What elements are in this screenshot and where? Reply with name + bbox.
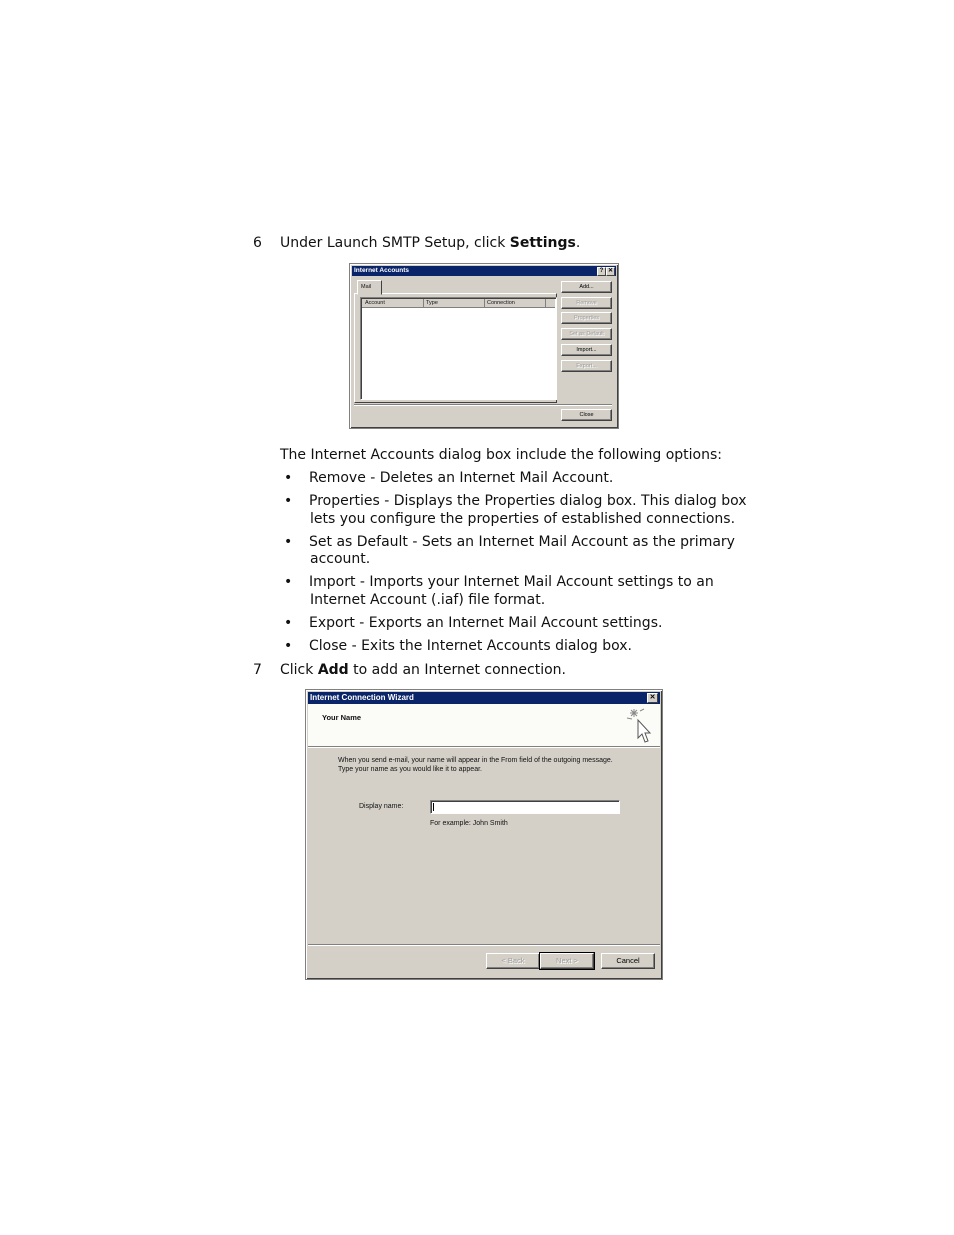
add-button[interactable]: Add...	[561, 281, 612, 293]
step-7-prefix: Click	[280, 662, 318, 678]
column-divider	[545, 299, 546, 307]
footer-separator	[308, 944, 660, 946]
step-7-add: Add	[317, 662, 349, 678]
accounts-title: Internet Accounts	[354, 267, 410, 274]
display-name-label: Display name:	[359, 803, 404, 810]
wizard-header-title: Your Name	[322, 713, 362, 722]
text-caret	[433, 803, 434, 811]
bottom-separator	[354, 404, 612, 406]
display-name-input[interactable]	[430, 800, 620, 814]
bullet-icon: •	[284, 638, 293, 654]
column-divider	[484, 299, 485, 307]
display-name-example: For example: John Smith	[430, 820, 508, 827]
tab-mail-label: Mail	[361, 284, 372, 290]
step-7-number: 7	[253, 662, 262, 678]
bullet-remove: Remove - Deletes an Internet Mail Account.	[309, 470, 614, 486]
bullet-set-default-cont: account.	[310, 551, 371, 567]
bullet-import: Import - Imports your Internet Mail Account settings to an	[309, 574, 714, 590]
step-6-text	[280, 234, 580, 252]
accounts-list[interactable]	[360, 297, 557, 400]
column-header-type[interactable]: Type	[426, 300, 438, 306]
list-header	[362, 299, 555, 308]
step-7-suffix: to add an Internet connection.	[348, 662, 566, 678]
bullet-properties: Properties - Displays the Properties dialog box. This dialog box	[309, 493, 747, 509]
import-button[interactable]: Import...	[561, 344, 612, 356]
help-icon[interactable]: ?	[597, 267, 606, 276]
next-button[interactable]: Next >	[540, 953, 594, 969]
internet-connection-wizard	[305, 689, 663, 980]
export-button[interactable]: Export...	[561, 360, 612, 372]
properties-button[interactable]: Properties	[561, 312, 612, 324]
back-button[interactable]: < Back	[486, 953, 540, 969]
step-7-text	[280, 661, 566, 679]
bullet-set-default: Set as Default - Sets an Internet Mail Account as the primary	[309, 534, 735, 550]
column-divider	[423, 299, 424, 307]
close-button[interactable]: Close	[561, 409, 612, 421]
set-as-default-button[interactable]: Set as Default	[561, 328, 612, 340]
column-header-connection[interactable]: Connection	[487, 300, 515, 306]
wizard-cursor-sparkle-icon	[626, 708, 654, 744]
wizard-titlebar	[308, 692, 660, 704]
accounts-titlebar	[352, 266, 616, 276]
bullet-icon: •	[284, 470, 293, 486]
tab-mail[interactable]	[357, 280, 382, 295]
step-6-settings: Settings	[509, 235, 576, 251]
remove-button[interactable]: Remove	[561, 297, 612, 309]
internet-accounts-dialog	[349, 263, 619, 429]
wizard-description-line2: Type your name as you would like it to appear.	[338, 766, 482, 773]
bullet-icon: •	[284, 493, 293, 509]
options-intro: The Internet Accounts dialog box include the following options:	[280, 447, 722, 463]
bullet-properties-cont: lets you configure the properties of established connections.	[310, 511, 736, 527]
cancel-button[interactable]: Cancel	[601, 953, 655, 969]
close-icon[interactable]: ✕	[647, 693, 658, 703]
step-6-number: 6	[253, 235, 262, 251]
wizard-description-line1: When you send e-mail, your name will appear in the From field of the outgoing message.	[338, 757, 613, 764]
header-separator	[308, 747, 660, 748]
bullet-close: Close - Exits the Internet Accounts dialog box.	[309, 638, 632, 654]
wizard-header	[308, 704, 660, 747]
bullet-icon: •	[284, 574, 293, 590]
bullet-icon: •	[284, 615, 293, 631]
bullet-icon: •	[284, 534, 293, 550]
step-6-suffix: .	[575, 235, 581, 251]
bullet-import-cont: Internet Account (.iaf) file format.	[310, 592, 546, 608]
step-6-prefix: Under Launch SMTP Setup, click	[280, 235, 510, 251]
wizard-title: Internet Connection Wizard	[310, 693, 414, 702]
column-header-account[interactable]: Account	[365, 300, 385, 306]
close-icon[interactable]: ✕	[607, 268, 614, 274]
bullet-export: Export - Exports an Internet Mail Account settings.	[309, 615, 663, 631]
